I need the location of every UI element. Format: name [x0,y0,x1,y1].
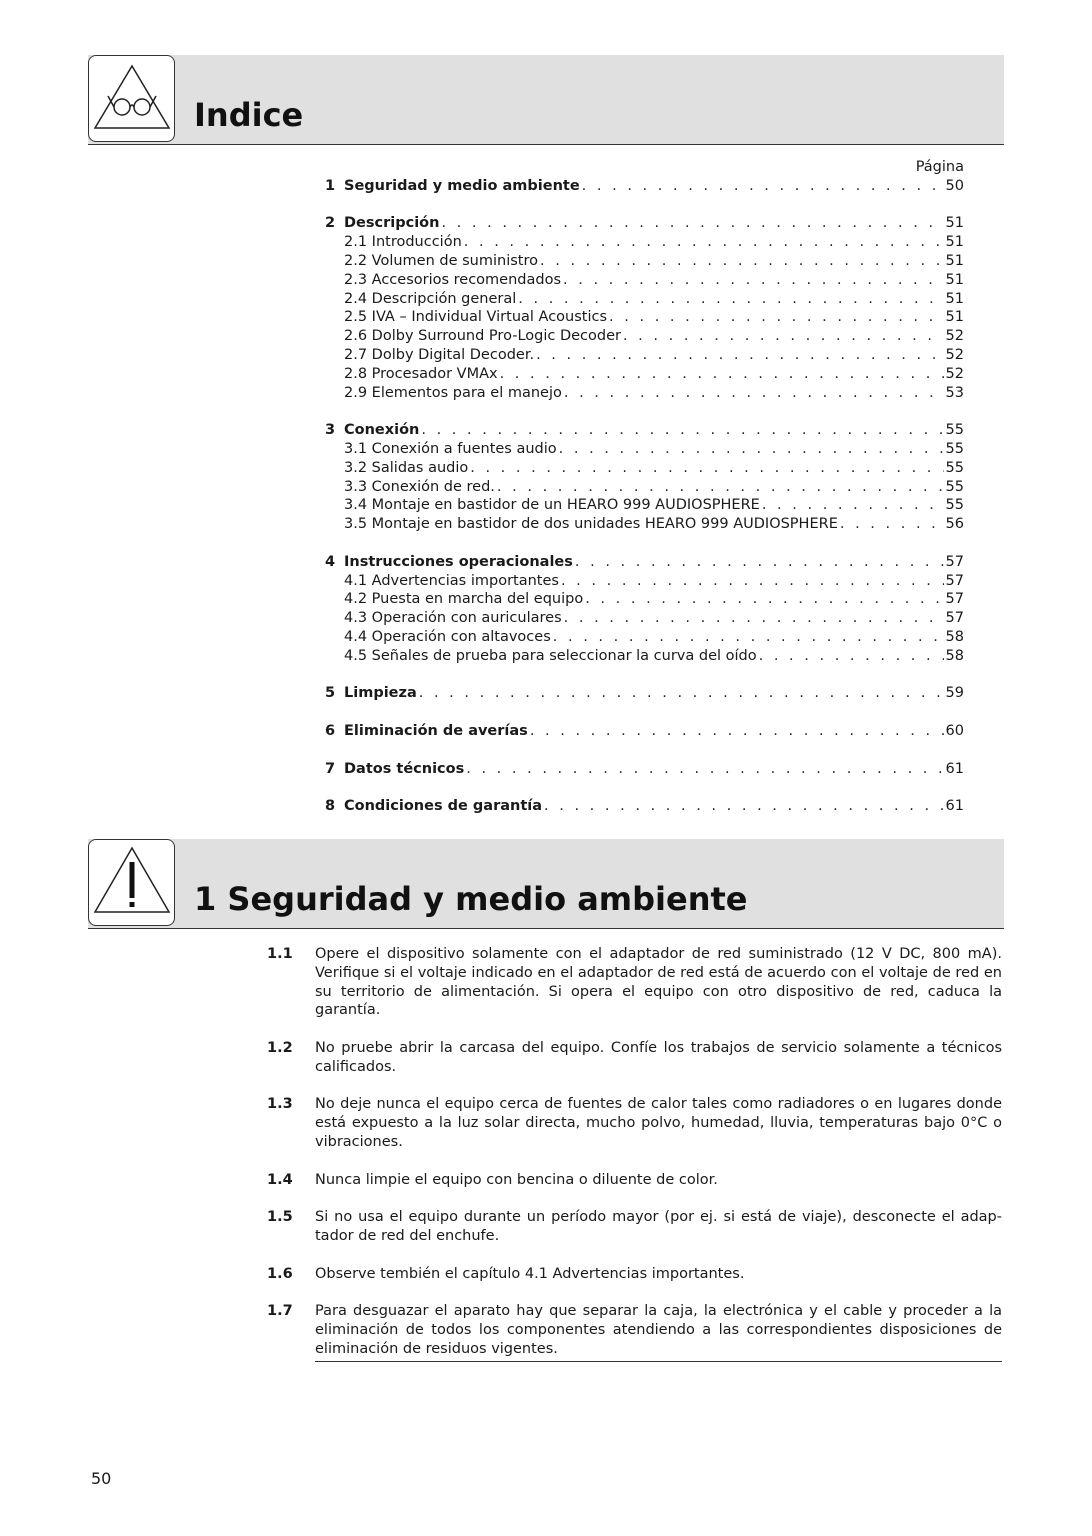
section-title: 1 Seguridad y medio ambiente [194,880,748,918]
toc-entry-page: 52 [945,346,964,363]
safety-item [267,1095,1002,1151]
toc-entry-page: 55 [945,422,964,439]
toc-chapter-entry [325,684,964,703]
toc-leader-dots [840,515,944,534]
toc-spacer [325,703,964,722]
toc-subsection-entry [325,252,964,271]
toc-entry-title: 4.4 Operación con altavoces [344,628,551,645]
toc-leader-dots [544,797,944,816]
toc-chapter-number: 7 [325,760,336,777]
toc-entry-page: 58 [945,647,964,664]
index-title: Indice [194,96,304,134]
toc-entry-title: 3.3 Conexión de red. [344,478,495,495]
safety-item-text: Nunca limpie el equipo con bencina o diluente de color. [315,1171,718,1188]
toc-entry-page: 55 [945,497,964,514]
toc-entry-page: 55 [945,478,964,495]
toc-chapter-entry [325,722,964,741]
toc-chapter-entry [325,553,964,572]
toc-subsection-entry [325,290,964,309]
toc-entry-page: 50 [945,177,964,194]
safety-item [267,945,1002,1020]
safety-items [267,945,1002,1377]
toc-entry-title: 3.5 Montaje en bastidor de dos unidades HEARO 999 AUDIOSPHERE [344,516,838,533]
toc-entry-title: Limpieza [344,685,417,702]
toc-chapter-entry [325,760,964,779]
toc-leader-dots [421,421,943,440]
toc-entry-page: 52 [945,365,964,382]
toc-entry-title: 3.2 Salidas audio [344,459,469,476]
toc-entry-title: 2.1 Introducción [344,234,462,251]
toc-entry-page: 58 [945,628,964,645]
safety-item-number: 1.4 [267,1171,293,1188]
toc-entry-title: 2.2 Volumen de suministro [344,252,539,269]
toc-subsection-entry [325,365,964,384]
toc-entry-title: 2.4 Descripción general [344,290,517,307]
toc-entry-title: 3.1 Conexión a fuentes audio [344,440,557,457]
toc-subsection-entry [325,515,964,534]
toc-entry-title: 4.1 Advertencias importantes [344,572,559,589]
toc-entry-page: 51 [945,309,964,326]
toc-entry-page: 57 [945,572,964,589]
toc-entry-page: 57 [945,610,964,627]
toc-leader-dots [582,177,944,196]
toc-entry-page: 55 [945,440,964,457]
safety-item [267,1208,1002,1246]
safety-item-number: 1.5 [267,1209,293,1226]
toc-leader-dots [441,214,943,233]
safety-item-number: 1.1 [267,946,293,962]
toc-subsection-entry [325,271,964,290]
toc-chapter-number: 5 [325,685,336,702]
toc-chapter-number: 8 [325,798,336,815]
safety-item [267,1039,1002,1077]
toc-spacer [325,741,964,760]
toc-leader-dots [759,647,944,666]
toc-entry-page: 51 [945,290,964,307]
toc-leader-dots [497,478,944,497]
toc-subsection-entry [325,308,964,327]
toc-entry-title: 2.9 Elementos para el manejo [344,384,562,401]
toc-chapter-number: 1 [325,177,336,194]
toc-entry-page: 60 [945,722,964,739]
toc-leader-dots [559,440,944,459]
toc-spacer [325,402,964,421]
safety-item [267,1171,1002,1190]
toc-leader-dots [470,459,943,478]
toc-entry-title: 3.4 Montaje en bastidor de un HEARO 999 AUDIOSPHERE [344,497,760,514]
toc-subsection-entry [325,346,964,365]
toc-entry-page: 51 [945,271,964,288]
toc-chapter-number: 3 [325,422,336,439]
toc-subsection-entry [325,459,964,478]
toc-chapter-number: 2 [325,215,336,232]
safety-item-number: 1.6 [267,1265,293,1282]
toc-leader-dots [609,308,944,327]
safety-item [267,1265,1002,1284]
toc-entry-title: Descripción [344,215,440,232]
toc-chapter-entry [325,177,964,196]
section-header [88,839,1004,929]
toc-entry-title: 2.6 Dolby Surround Pro-Logic Decoder [344,328,621,345]
toc-entry-page: 61 [945,798,964,815]
toc-leader-dots [564,384,944,403]
toc-entry-page: 51 [945,234,964,251]
toc-entry-title: Eliminación de averías [344,722,528,739]
safety-item-text: Opere el dispositivo solamente con el adaptador de red suministrado (12 V DC, 800 mA). Verifique si el voltaje indicado en el adaptador de red está de acuerdo con el voltaje de red en su territorio de alimentación. Si opera el equipo con otro dispositivo de red, caduca la garantía. [315,946,1002,1019]
toc-entry-page: 51 [945,215,964,232]
safety-item-text: Para desguazar el aparato hay que separar la caja, la electrónica y el cable y proceder a la eliminación de todos los componentes atendiendo a las correspondientes disposiciones de eliminación de residuos vigentes. [315,1303,1002,1357]
toc-spacer [325,534,964,553]
toc-entry-title: 2.7 Dolby Digital Decoder. [344,346,535,363]
toc-entry-page: 59 [945,685,964,702]
toc-entry-page: 56 [945,516,964,533]
toc-chapter-number: 6 [325,722,336,739]
toc-subsection-entry [325,628,964,647]
toc-leader-dots [585,590,943,609]
toc-entry-title: Datos técnicos [344,760,465,777]
section-end-rule [315,1361,1002,1362]
safety-item-number: 1.7 [267,1303,293,1320]
toc-entry-page: 57 [945,553,964,570]
toc-entry-page: 55 [945,459,964,476]
safety-item-text: No pruebe abrir la carcasa del equipo. Confíe los trabajos de servicio solamente a técnicos calificados. [315,1039,1002,1075]
toc-spacer [325,666,964,685]
toc-subsection-entry [325,327,964,346]
toc-page-label: Página [915,159,964,175]
toc-leader-dots [419,684,944,703]
toc-entry-title: Instrucciones operacionales [344,553,573,570]
toc-leader-dots [466,760,943,779]
toc-subsection-entry [325,440,964,459]
toc-leader-dots [536,346,943,365]
safety-item-text: Si no usa el equipo durante un período mayor (por ej. si está de viaje), desconecte el adap-tador de red del enchufe. [315,1209,1002,1244]
toc-chapter-number: 4 [325,553,336,570]
toc-leader-dots [575,553,944,572]
toc-subsection-entry [325,609,964,628]
toc-entry-title: 2.5 IVA – Individual Virtual Acoustics [344,309,608,326]
toc-leader-dots [540,252,944,271]
warning-icon [88,839,175,926]
toc-leader-dots [561,572,944,591]
toc-leader-dots [464,233,944,252]
toc-leader-dots [563,271,944,290]
toc-leader-dots [500,365,944,384]
safety-item-number: 1.2 [267,1039,293,1056]
toc-spacer [325,778,964,797]
toc-leader-dots [564,609,944,628]
toc-spacer [325,196,964,215]
toc-entry-title: Conexión [344,422,420,439]
toc-entry-page: 57 [945,591,964,608]
toc-entry-title: 4.5 Señales de prueba para seleccionar la curva del oído [344,647,757,664]
toc-entry-title: Condiciones de garantía [344,798,543,815]
toc-entry-page: 53 [945,384,964,401]
toc-chapter-entry [325,797,964,816]
index-header [88,55,1004,145]
toc-entry-page: 61 [945,760,964,777]
toc-leader-dots [623,327,944,346]
toc-entry-title: 4.2 Puesta en marcha del equipo [344,591,584,608]
safety-item [267,1302,1002,1358]
toc-subsection-entry [325,384,964,403]
table-of-contents [325,158,964,816]
toc-entry-page: 52 [945,328,964,345]
toc-entry-page: 51 [945,252,964,269]
page-number: 50 [91,1469,112,1488]
toc-leader-dots [518,290,943,309]
toc-entry-title: 4.3 Operación con auriculares [344,610,562,627]
toc-subsection-entry [325,572,964,591]
toc-chapter-entry [325,421,964,440]
toc-subsection-entry [325,496,964,515]
safety-item-text: No deje nunca el equipo cerca de fuentes de calor tales como radiadores o en lugares donde está expuesto a la luz solar directa, mucho polvo, humedad, lluvia, temperaturas bajo 0°C o vibraciones. [315,1096,1002,1150]
toc-entry-title: 2.3 Accesorios recomendados [344,271,562,288]
toc-chapter-entry [325,214,964,233]
safety-item-text: Observe tembién el capítulo 4.1 Advertencias importantes. [315,1265,745,1282]
toc-leader-dots [553,628,944,647]
toc-subsection-entry [325,478,964,497]
toc-subsection-entry [325,590,964,609]
safety-item-number: 1.3 [267,1096,293,1113]
glasses-icon [88,55,175,142]
toc-subsection-entry [325,647,964,666]
toc-leader-dots [530,722,944,741]
toc-entry-title: Seguridad y medio ambiente [344,177,580,194]
toc-entry-title: 2.8 Procesador VMAx [344,365,498,382]
toc-leader-dots [762,496,944,515]
toc-subsection-entry [325,233,964,252]
